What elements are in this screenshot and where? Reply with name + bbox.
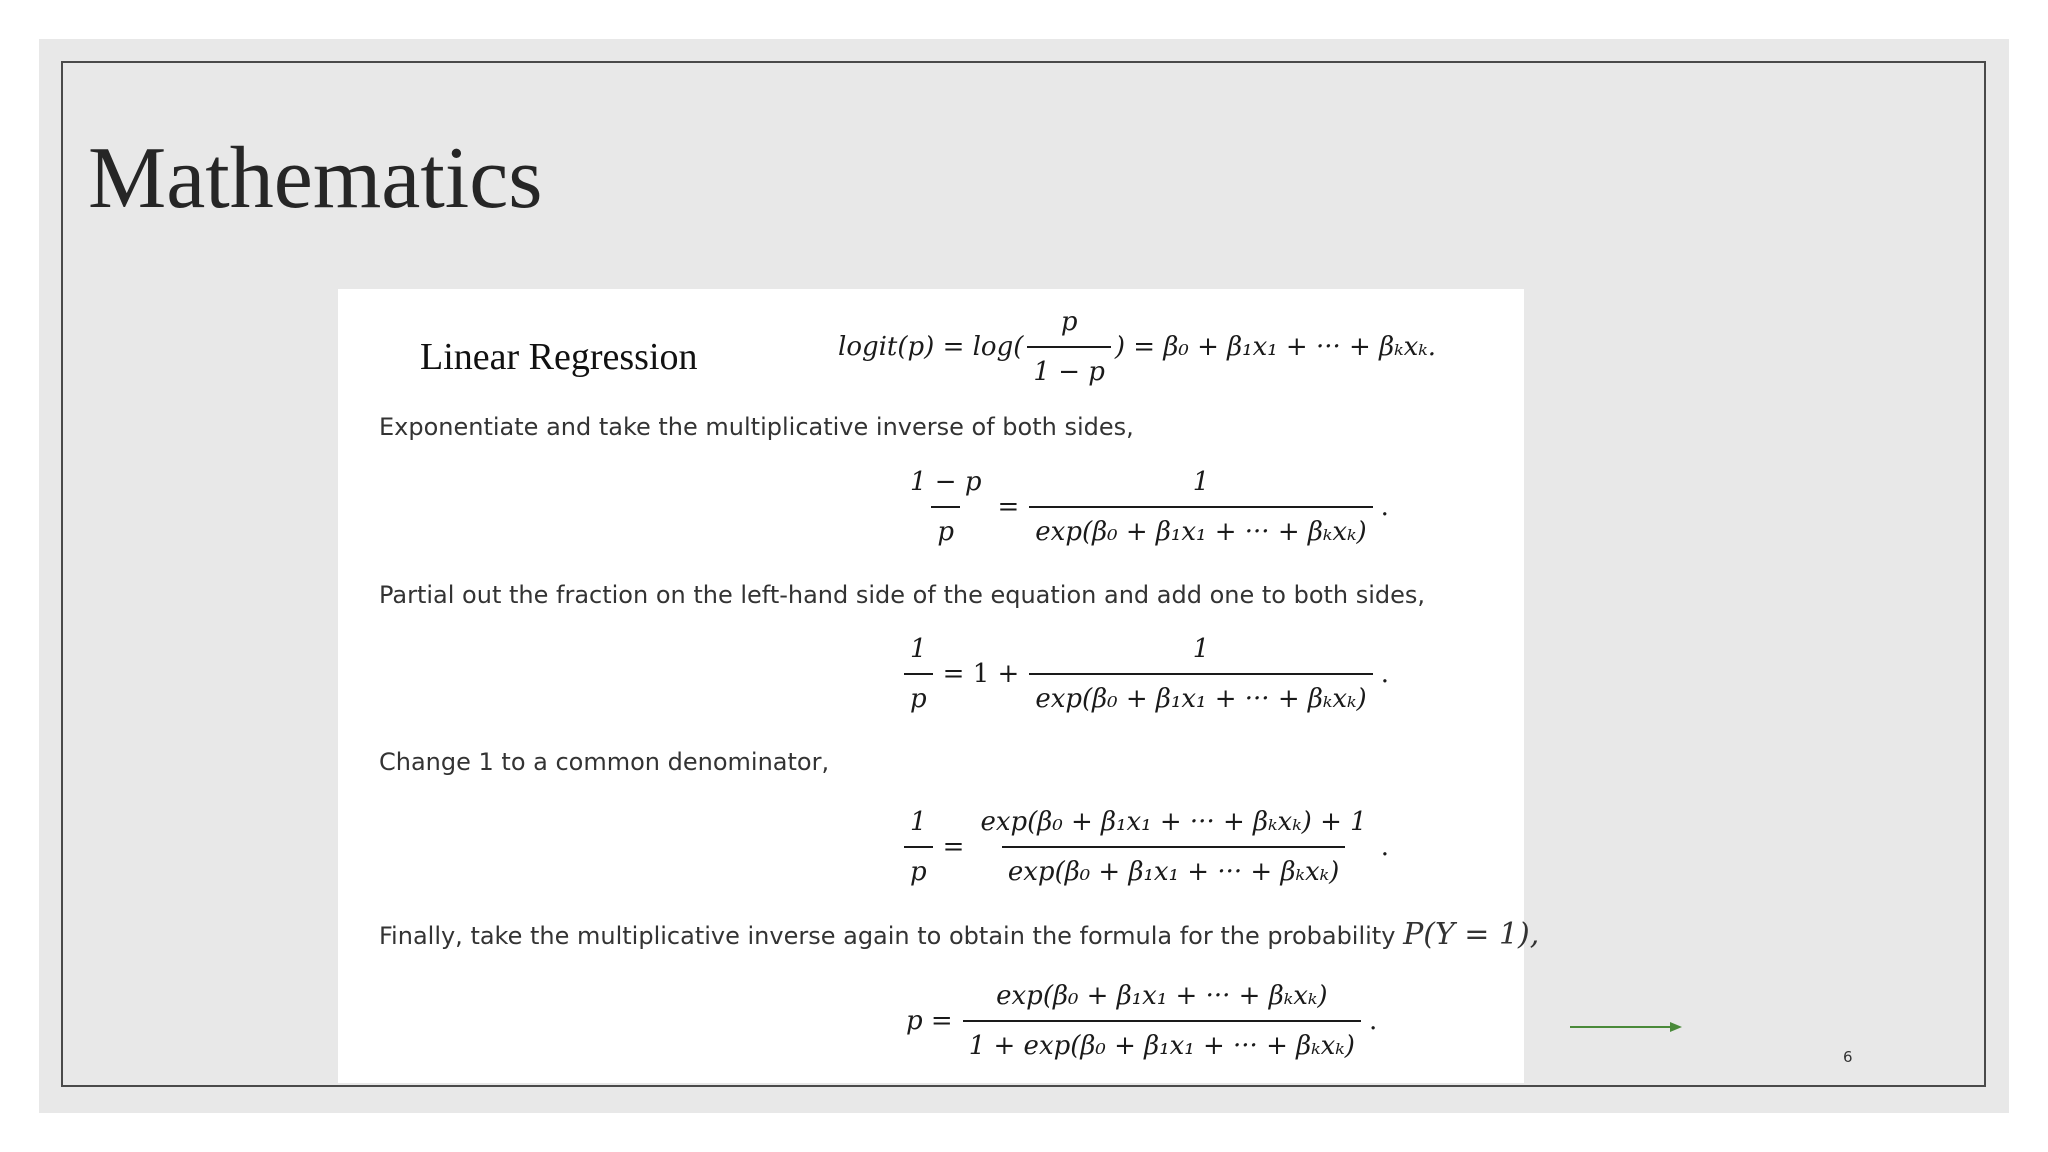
step-4-sentence: Finally, take the multiplicative inverse again to obtain the formula for the probability — [379, 922, 1396, 950]
logit-rhs: ) = β₀ + β₁x₁ + ··· + βₖxₖ. — [1114, 332, 1437, 362]
step-3-text: Change 1 to a common denominator, — [379, 748, 830, 776]
step-1-text: Exponentiate and take the multiplicative inverse of both sides, — [379, 413, 1134, 441]
logit-lhs: logit(p) = log( — [838, 332, 1024, 362]
fraction-denominator: exp(β₀ + β₁x₁ + ··· + βₖxₖ) — [1002, 846, 1345, 888]
lhs-fraction — [900, 806, 937, 888]
page-number: 6 — [1843, 1048, 1853, 1066]
step-2-text: Partial out the fraction on the left-hand side of the equation and add one to both sides, — [379, 581, 1426, 609]
equation-3 — [900, 806, 1389, 888]
fraction-numerator: 1 — [910, 634, 927, 664]
fraction-numerator: 1 — [1192, 634, 1210, 664]
rhs-fraction — [1025, 633, 1376, 715]
period: . — [1380, 492, 1389, 522]
rhs-fraction — [959, 980, 1365, 1062]
fraction-denominator: p — [931, 506, 960, 548]
equals-sign: = — [942, 832, 965, 862]
fraction-numerator: 1 — [1192, 467, 1210, 497]
p-equals: p = — [906, 1006, 953, 1036]
fraction-denominator: 1 + exp(β₀ + β₁x₁ + ··· + βₖxₖ) — [963, 1020, 1361, 1062]
logit-fraction — [1023, 306, 1115, 388]
probability-expression: P(Y = 1), — [1403, 917, 1540, 952]
rhs-fraction — [1025, 466, 1376, 548]
fraction-numerator: p — [1060, 307, 1078, 337]
arrow-right-icon[interactable] — [1570, 1020, 1682, 1034]
section-heading: Linear Regression — [420, 336, 698, 378]
rhs-fraction — [970, 806, 1376, 888]
period: . — [1368, 1006, 1378, 1036]
step-4-text — [379, 917, 1540, 952]
equation-1 — [900, 466, 1389, 548]
fraction-denominator: p — [904, 846, 933, 888]
fraction-numerator: exp(β₀ + β₁x₁ + ··· + βₖxₖ) + 1 — [980, 807, 1367, 837]
fraction-denominator: p — [904, 673, 933, 715]
lhs-fraction — [900, 466, 992, 548]
equals-sign: = — [997, 492, 1020, 522]
fraction-numerator: exp(β₀ + β₁x₁ + ··· + βₖxₖ) — [996, 981, 1328, 1011]
period: . — [1380, 659, 1389, 689]
fraction-denominator: 1 − p — [1027, 346, 1111, 388]
slide-title: Mathematics — [88, 130, 543, 227]
fraction-numerator: 1 — [910, 807, 927, 837]
fraction-denominator: exp(β₀ + β₁x₁ + ··· + βₖxₖ) — [1029, 506, 1372, 548]
period: . — [1380, 832, 1389, 862]
fraction-numerator: 1 − p — [910, 467, 982, 497]
equation-4 — [900, 980, 1377, 1062]
equals-one-plus: = 1 + — [942, 659, 1020, 689]
equation-2 — [900, 633, 1389, 715]
logit-equation — [838, 306, 1436, 388]
fraction-denominator: exp(β₀ + β₁x₁ + ··· + βₖxₖ) — [1029, 673, 1372, 715]
lhs-fraction — [900, 633, 937, 715]
